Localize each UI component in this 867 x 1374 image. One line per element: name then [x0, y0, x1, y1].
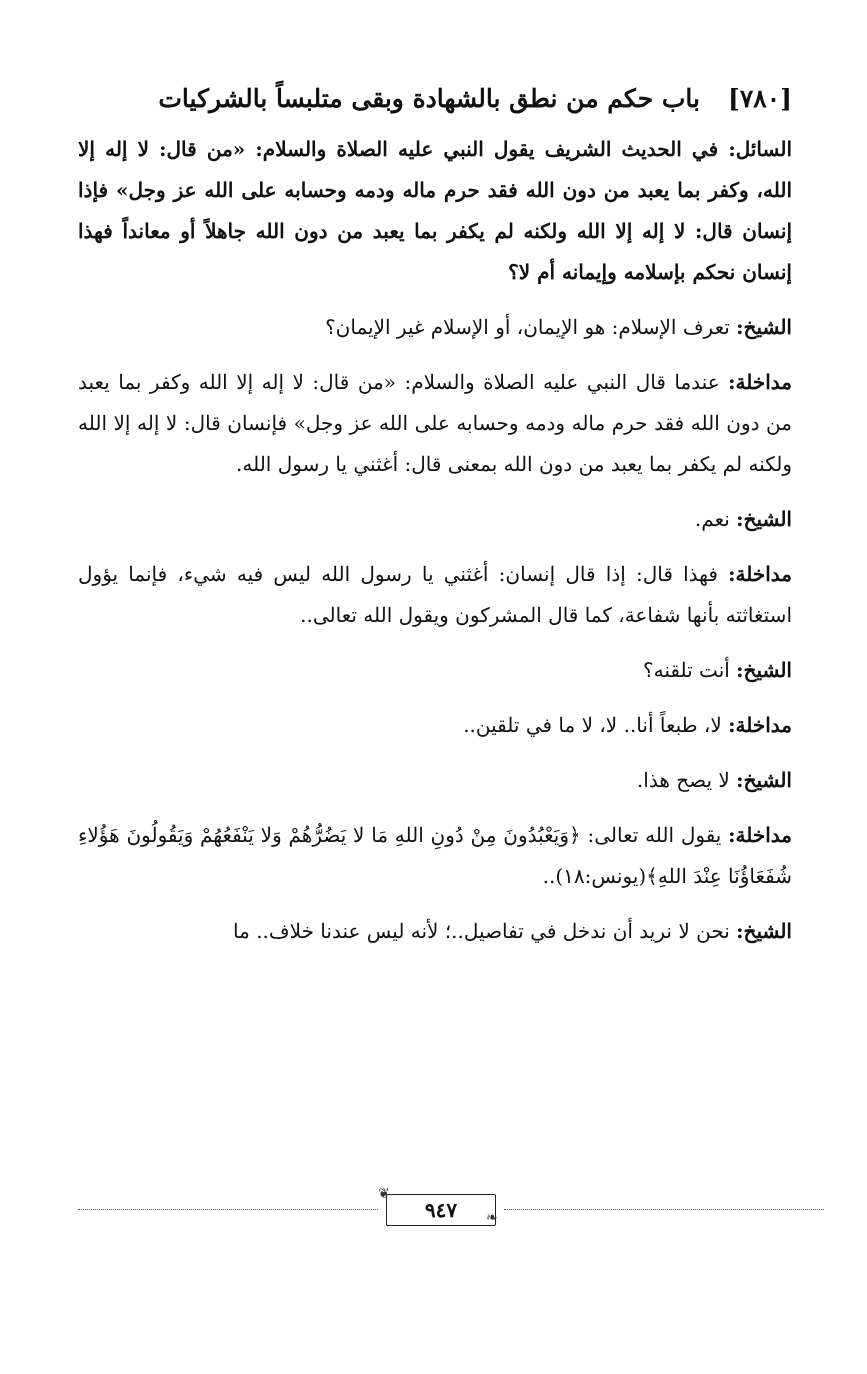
speaker-label: مداخلة: [728, 713, 792, 737]
paragraph-sheikh [78, 911, 792, 952]
paragraph-text: في الحديث الشريف يقول النبي عليه الصلاة والسلام: «من قال: لا إله إلا الله، وكفر بما يعبد من دون الله فقد حرم ماله ودمه وحسابه على الله عز وجل» فإذا إنسان قال: لا إله إلا الله ولكنه لم يكفر بما يعبد من دون الله جاهلاً أو معانداً فهذا إنسان نحكم بإسلامه وإيمانه أم لا؟ [78, 137, 793, 284]
speaker-label: الشيخ: [736, 768, 792, 792]
paragraph-intervention [78, 705, 792, 746]
paragraph-intervention [78, 362, 792, 485]
paragraph-text: يقول الله تعالى: ﴿وَيَعْبُدُونَ مِنْ دُونِ اللهِ مَا لا يَضُرُّهُمْ وَلا يَنْفَعُهُمْ وَيَقُولُونَ هَؤُلاءِ شُفَعَاؤُنَا عِنْدَ اللهِ﴾(يونس:١٨).. [78, 823, 792, 888]
paragraph-sheikh [78, 650, 792, 691]
paragraph-intervention-quran [78, 815, 792, 897]
paragraph-text: نحن لا نريد أن ندخل في تفاصيل..؛ لأنه ليس عندنا خلاف.. ما [233, 919, 730, 943]
footer-rule-left [78, 1209, 378, 1210]
paragraph-text: عندما قال النبي عليه الصلاة والسلام: «من قال: لا إله إلا الله وكفر بما يعبد من دون الله فقد حرم ماله ودمه وحسابه على الله عز وجل» فإنسان قال: لا إله إلا الله ولكنه لم يكفر بما يعبد من دون الله بمعنى قال: أغثني يا رسول الله. [78, 370, 792, 476]
speaker-label: الشيخ: [736, 507, 792, 531]
paragraph-text: لا يصح هذا. [636, 768, 730, 792]
document-page [78, 84, 792, 966]
paragraph-text: أنت تلقنه؟ [643, 658, 730, 682]
page-number-box [386, 1194, 496, 1226]
speaker-label: السائل: [728, 137, 792, 161]
page-number: ٩٤٧ [424, 1198, 458, 1222]
paragraph-sheikh [78, 499, 792, 540]
paragraph-text: نعم. [694, 507, 730, 531]
paragraph-questioner [78, 129, 792, 293]
footer-rule-right [504, 1209, 824, 1210]
paragraph-text: تعرف الإسلام: هو الإيمان، أو الإسلام غير الإيمان؟ [325, 315, 730, 339]
chapter-title: باب حكم من نطق بالشهادة وبقى متلبساً بالشركيات [158, 84, 701, 113]
speaker-label: الشيخ: [736, 315, 792, 339]
ornament-icon: ❦ [378, 1186, 390, 1202]
paragraph-text: لا، طبعاً أنا.. لا، لا ما في تلقين.. [463, 713, 722, 737]
ornament-icon: ❧ [486, 1210, 498, 1226]
speaker-label: الشيخ: [736, 919, 792, 943]
speaker-label: مداخلة: [728, 823, 792, 847]
speaker-label: مداخلة: [728, 370, 792, 394]
chapter-header [78, 84, 792, 113]
speaker-label: مداخلة: [728, 562, 792, 586]
speaker-label: الشيخ: [736, 658, 792, 682]
paragraph-text: فهذا قال: إذا قال إنسان: أغثني يا رسول الله ليس فيه شيء، فإنما يؤول استغاثته بأنها شفاعة، كما قال المشركون ويقول الله تعالى.. [78, 562, 792, 627]
paragraph-sheikh [78, 307, 792, 348]
paragraph-intervention [78, 554, 792, 636]
page-footer [78, 1186, 824, 1230]
chapter-number: [٧٨٠] [728, 84, 792, 113]
paragraph-sheikh [78, 760, 792, 801]
